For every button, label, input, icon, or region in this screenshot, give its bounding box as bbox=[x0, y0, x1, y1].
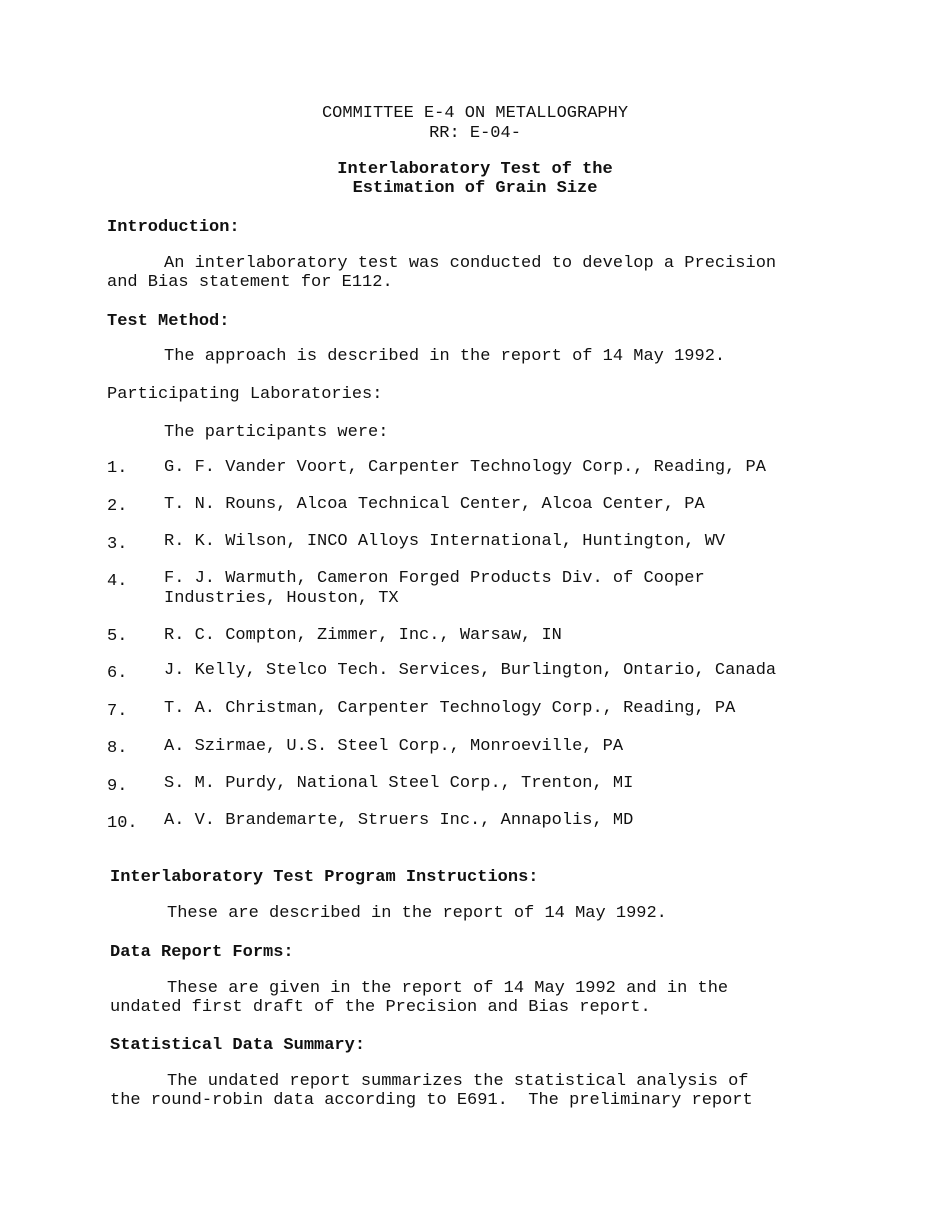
introduction-heading: Introduction: bbox=[107, 218, 240, 237]
list-item-number: 3. bbox=[107, 535, 128, 554]
list-item-text: T. N. Rouns, Alcoa Technical Center, Alcoa Center, PA bbox=[164, 495, 705, 514]
list-item-text: A. Szirmae, U.S. Steel Corp., Monroeville, PA bbox=[164, 737, 624, 756]
introduction-text-1: An interlaboratory test was conducted to develop a Precision bbox=[164, 254, 777, 273]
test-method-text: The approach is described in the report of 14 May 1992. bbox=[164, 347, 726, 366]
list-item-text: G. F. Vander Voort, Carpenter Technology Corp., Reading, PA bbox=[164, 458, 766, 477]
list-item-text: S. M. Purdy, National Steel Corp., Trenton, MI bbox=[164, 774, 634, 793]
introduction-text-2: and Bias statement for E112. bbox=[107, 273, 393, 292]
list-item-number: 6. bbox=[107, 664, 128, 683]
committee-heading: COMMITTEE E-4 ON METALLOGRAPHY bbox=[321, 104, 629, 123]
instructions-text: These are described in the report of 14 May 1992. bbox=[167, 904, 667, 923]
statistical-text-2: the round-robin data according to E691. The preliminary report bbox=[110, 1091, 753, 1110]
participating-heading: Participating Laboratories: bbox=[107, 385, 383, 404]
list-item-text: R. K. Wilson, INCO Alloys International, Huntington, WV bbox=[164, 532, 726, 551]
statistical-heading: Statistical Data Summary: bbox=[110, 1036, 366, 1055]
rr-number: RR: E-04- bbox=[429, 124, 521, 143]
list-item-text: R. C. Compton, Zimmer, Inc., Warsaw, IN bbox=[164, 626, 562, 645]
list-item-text-continued: Industries, Houston, TX bbox=[164, 589, 399, 608]
participants-intro: The participants were: bbox=[164, 423, 389, 442]
list-item-text: F. J. Warmuth, Cameron Forged Products Div. of Cooper bbox=[164, 569, 705, 588]
list-item-number: 1. bbox=[107, 459, 128, 478]
data-report-heading: Data Report Forms: bbox=[110, 943, 294, 962]
list-item-number: 8. bbox=[107, 739, 128, 758]
data-report-text-1: These are given in the report of 14 May 1992 and in the bbox=[167, 979, 729, 998]
list-item-number: 4. bbox=[107, 572, 128, 591]
list-item-text: A. V. Brandemarte, Struers Inc., Annapolis, MD bbox=[164, 811, 634, 830]
test-method-heading: Test Method: bbox=[107, 312, 230, 331]
title-line-1: Interlaboratory Test of the bbox=[337, 160, 613, 179]
list-item-number: 7. bbox=[107, 702, 128, 721]
statistical-text-1: The undated report summarizes the statistical analysis of bbox=[167, 1072, 749, 1091]
list-item-number: 10. bbox=[107, 814, 138, 833]
instructions-heading: Interlaboratory Test Program Instructions: bbox=[110, 868, 539, 887]
data-report-text-2: undated first draft of the Precision and Bias report. bbox=[110, 998, 651, 1017]
list-item-number: 5. bbox=[107, 627, 128, 646]
list-item-text: T. A. Christman, Carpenter Technology Corp., Reading, PA bbox=[164, 699, 736, 718]
list-item-text: J. Kelly, Stelco Tech. Services, Burlington, Ontario, Canada bbox=[164, 661, 777, 680]
title-line-2: Estimation of Grain Size bbox=[352, 179, 598, 198]
list-item-number: 9. bbox=[107, 777, 128, 796]
list-item-number: 2. bbox=[107, 497, 128, 516]
